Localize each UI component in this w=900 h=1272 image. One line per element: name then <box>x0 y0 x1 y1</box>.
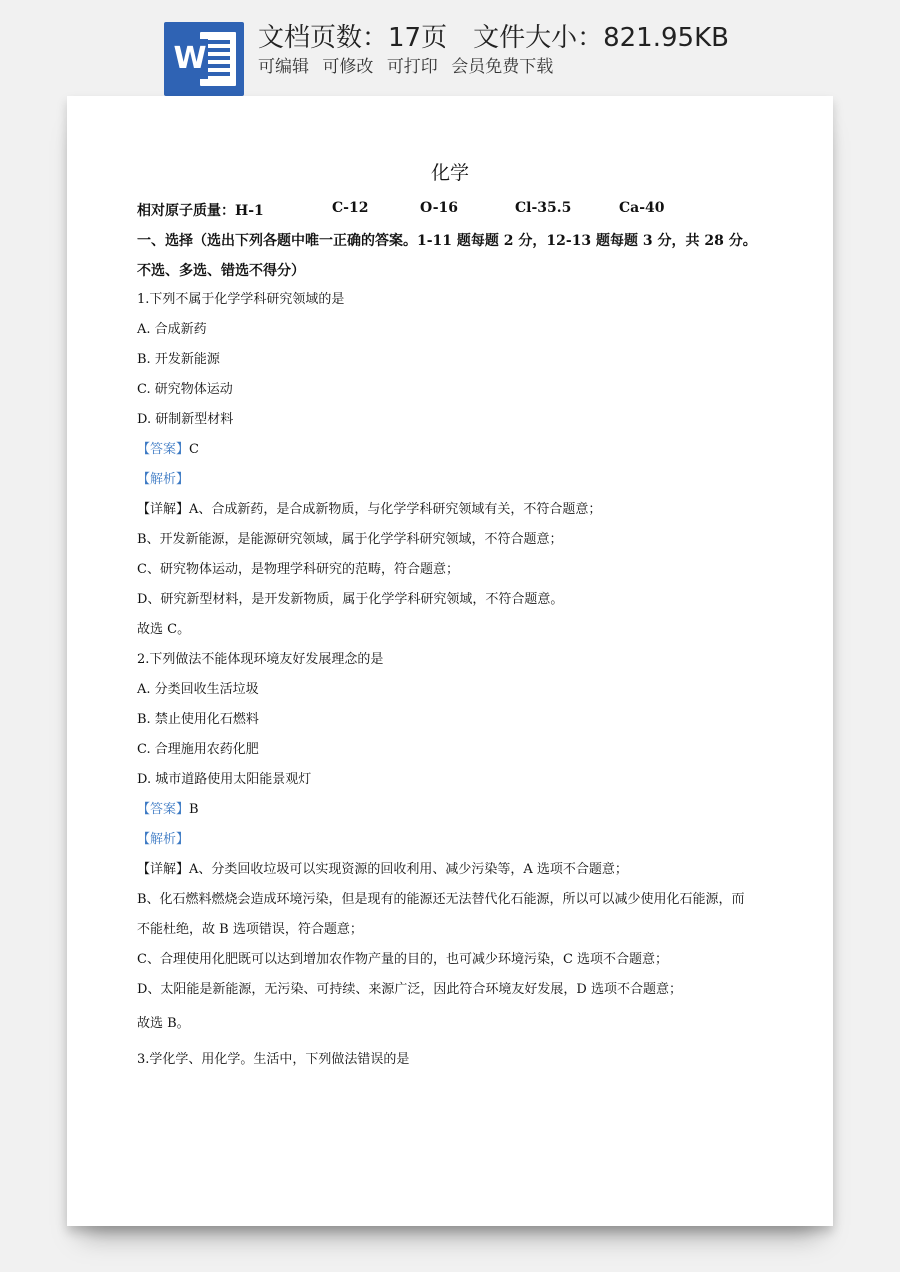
atomic-mass-label: 相对原子质量：H-1 <box>137 203 264 219</box>
q2-detail-line: 不能杜绝，故 B 选项错误，符合题意； <box>137 922 363 937</box>
question-2: 2.下列做法不能体现环境友好发展理念的是 <box>137 652 384 667</box>
question-1: 1.下列不属于化学学科研究领域的是 <box>137 292 345 307</box>
q2-option-b: B. 禁止使用化石燃料 <box>137 712 259 727</box>
q2-option-a: A. 分类回收生活垃圾 <box>137 682 259 697</box>
document-page <box>67 96 833 1226</box>
q2-detail-line: 【详解】A、分类回收垃圾可以实现资源的回收利用、减少污染等，A 选项不合题意； <box>137 862 628 877</box>
file-size: 文件大小：821.95KB <box>473 23 729 53</box>
section-heading-cont: 不选、多选、错选不得分） <box>137 263 305 279</box>
q1-option-b: B. 开发新能源 <box>137 352 220 367</box>
question-3: 3.学化学、用化学。生活中，下列做法错误的是 <box>137 1052 410 1067</box>
q2-option-d: D. 城市道路使用太阳能景观灯 <box>137 772 312 787</box>
answer-tag: 【答案】 <box>137 802 190 817</box>
q1-detail-line: 【详解】A、合成新药，是合成新物质，与化学学科研究领域有关，不符合题意； <box>137 502 602 517</box>
q1-detail-line: D、研究新型材料，是开发新物质，属于化学学科研究领域，不符合题意。 <box>137 592 564 607</box>
q1-conclusion: 故选 C。 <box>137 622 191 637</box>
q1-analysis-tag: 【解析】 <box>137 472 190 487</box>
q1-option-d: D. 研制新型材料 <box>137 412 234 427</box>
q2-detail-line: D、太阳能是新能源，无污染、可持续、来源广泛，因此符合环境友好发展，D 选项不合题意； <box>137 982 682 997</box>
page-title: 化学 <box>430 162 469 184</box>
feature-modifiable: 可修改 <box>322 57 374 77</box>
q1-detail-line: B、开发新能源，是能源研究领域，属于化学学科研究领域，不符合题意； <box>137 532 563 547</box>
q2-detail-line: B、化石燃料燃烧会造成环境污染，但是现有的能源还无法替代化石能源，所以可以减少使用化石能源，而 <box>137 892 745 907</box>
q2-detail-line: C、合理使用化肥既可以达到增加农作物产量的目的，也可减少环境污染，C 选项不合题意； <box>137 952 669 967</box>
atomic-mass-cl: Cl-35.5 <box>515 200 572 216</box>
q2-conclusion: 故选 B。 <box>137 1016 190 1031</box>
q1-option-c: C. 研究物体运动 <box>137 382 233 397</box>
answer-tag: 【答案】 <box>137 442 190 457</box>
q1-detail-line: C、研究物体运动，是物理学科研究的范畴，符合题意； <box>137 562 459 577</box>
q2-option-c: C. 合理施用农药化肥 <box>137 742 259 757</box>
atomic-mass-ca: Ca-40 <box>619 200 665 216</box>
download-banner <box>0 0 900 96</box>
q1-answer <box>137 440 199 460</box>
page-count: 文档页数：17页 <box>258 23 448 53</box>
feature-list <box>258 56 561 78</box>
file-info <box>258 22 729 54</box>
answer-value: B <box>189 802 199 817</box>
word-document-icon <box>164 22 244 96</box>
q2-answer <box>137 800 199 820</box>
atomic-mass-c: C-12 <box>332 200 369 216</box>
section-heading: 一、选择（选出下列各题中唯一正确的答案。1-11 题每题 2 分，12-13 题每题 3 分，共 28 分。 <box>137 233 757 249</box>
feature-free-download: 会员免费下载 <box>451 57 554 77</box>
feature-editable: 可编辑 <box>258 57 309 77</box>
q2-analysis-tag: 【解析】 <box>137 832 190 847</box>
word-icon-letter: W <box>172 39 208 79</box>
atomic-mass-o: O-16 <box>420 200 459 216</box>
q1-option-a: A. 合成新药 <box>137 322 207 337</box>
feature-printable: 可打印 <box>386 57 438 77</box>
answer-value: C <box>189 442 199 457</box>
